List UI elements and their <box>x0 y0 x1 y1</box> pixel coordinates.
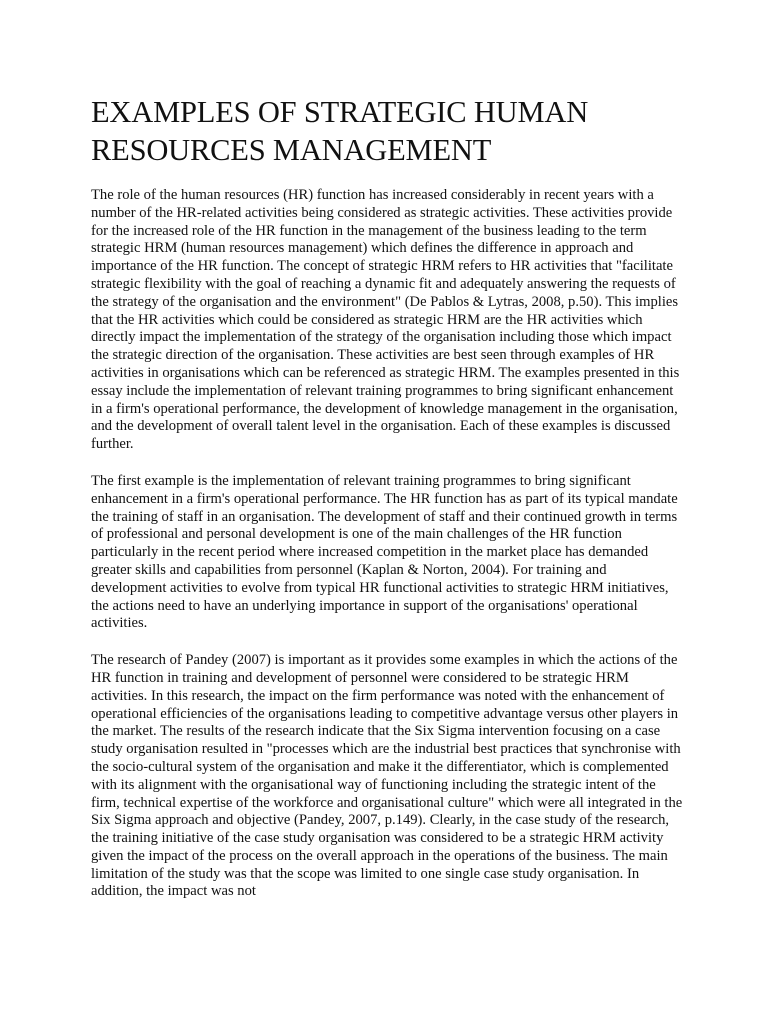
paragraph-3: The research of Pandey (2007) is important as it provides some examples in which the actions of the HR function in training and development of personnel were considered to be strategic HRM activities. In this research, the impact on the firm performance was noted with the enhancement of operational efficiencies of the organisations leading to competitive advantage versus other players in the market. The results of the research indicate that the Six Sigma intervention focusing on a case study organisation resulted in "processes which are the industrial best practices that synchronise with the socio-cultural system of the organisation and make it the differentiator, which is complemented with its alignment with the organisational way of functioning including the strategic intent of the firm, technical expertise of the workforce and organisational culture" which were all integrated in the Six Sigma approach and objective (Pandey, 2007, p.149). Clearly, in the case study of the research, the training initiative of the case study organisation was considered to be a strategic HRM activity given the impact of the process on the overall approach in the operations of the business. The main limitation of the study was that the scope was limited to one single case study organisation. In addition, the impact was not <box>91 652 683 900</box>
paragraph-2: The first example is the implementation of relevant training programmes to bring significant enhancement in a firm's operational performance. The HR function has as part of its typical mandate the training of staff in an organisation. The development of staff and their continued growth in terms of professional and personal development is one of the main challenges of the HR function particularly in the recent period where increased competition in the market place has demanded greater skills and capabilities from personnel (Kaplan & Norton, 2004). For training and development activities to evolve from typical HR functional activities to strategic HRM initiatives, the actions need to have an underlying importance in support of the organisations' operational activities. <box>91 472 678 632</box>
document-body <box>91 93 683 920</box>
paragraph-1: The role of the human resources (HR) function has increased considerably in recent years with a number of the HR-related activities being considered as strategic activities. These activities provide for the increased role of the HR function in the management of the business leading to the term strategic HRM (human resources management) which defines the difference in approach and importance of the HR function. The concept of strategic HRM refers to HR activities that "facilitate strategic flexibility with the goal of reaching a dynamic fit and adequately answering the requests of the strategy of the organisation and the environment" (De Pablos & Lytras, 2008, p.50). This implies that the HR activities which could be considered as strategic HRM are the HR activities which directly impact the implementation of the strategy of the organisation including those which impact the strategic direction of the organisation. These activities are best seen through examples of HR activities in organisations which can be referenced as strategic HRM. The examples presented in this essay include the implementation of relevant training programmes to bring significant enhancement in a firm's operational performance, the development of knowledge management in the organisation, and the development of overall talent level in the organisation. Each of these examples is discussed further. <box>91 187 680 453</box>
document-title: EXAMPLES OF STRATEGIC HUMAN RESOURCES MANAGEMENT <box>91 95 589 167</box>
